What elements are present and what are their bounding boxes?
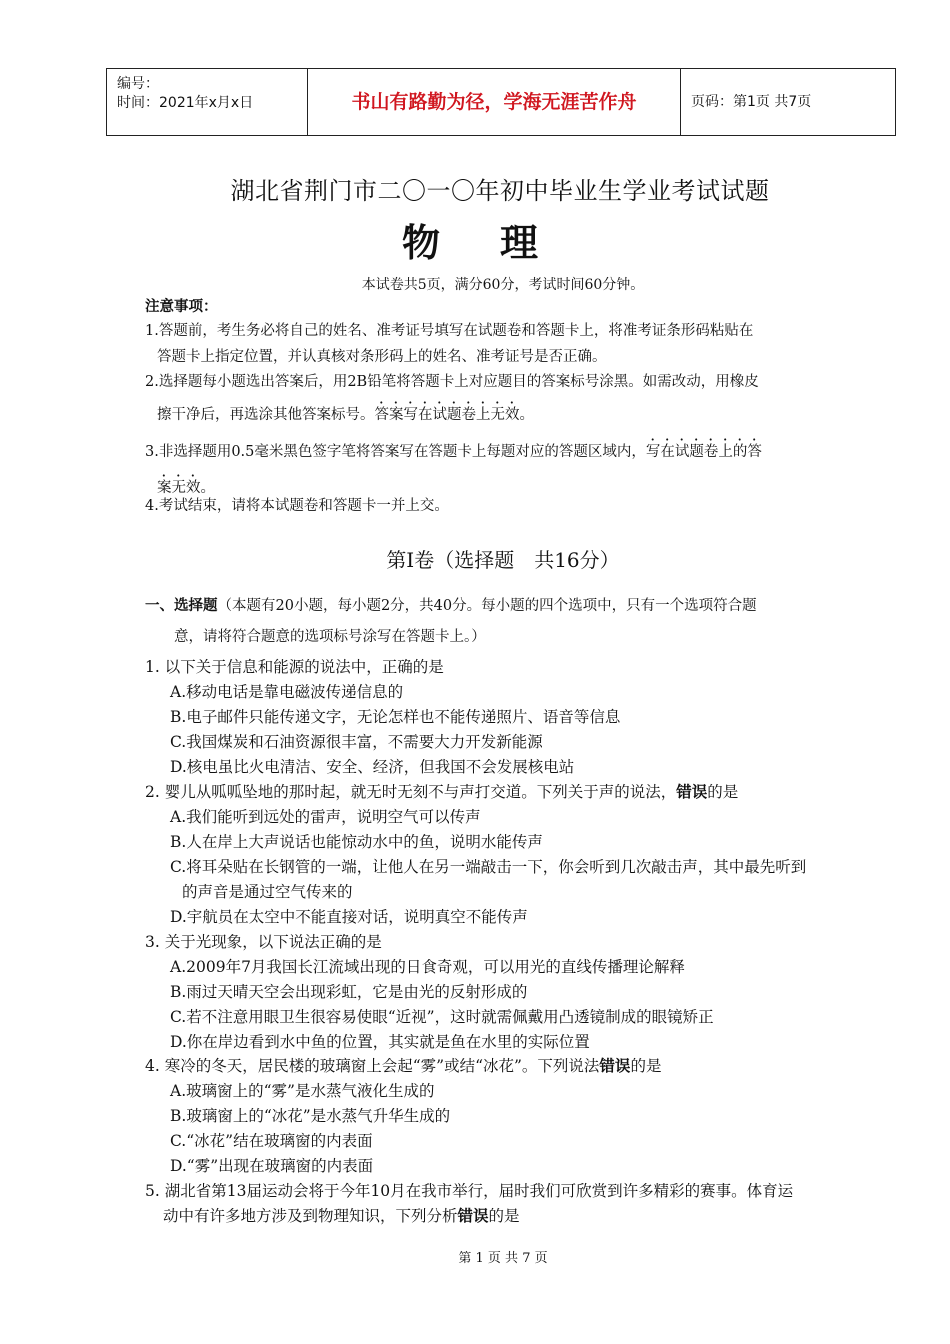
- question-2-stem-a: 2. 婴儿从呱呱坠地的那时起，就无时无刻不与声打交道。下列关于声的说法，: [145, 783, 677, 801]
- question-2-stem-c: 的是: [707, 783, 739, 801]
- motto: 书山有路勤为径，学海无涯苦作舟: [308, 69, 681, 135]
- header-info-cell: [107, 69, 308, 135]
- notice-item-1-line-2: 答题卡上指定位置，并认真核对条形码上的姓名、准考证号是否正确。: [157, 349, 607, 365]
- number-label: 编号：: [117, 76, 159, 92]
- page-footer: 第 1 页 共 7 页: [458, 1251, 548, 1266]
- question-2-option-c-cont: 的声音是通过空气传来的: [182, 883, 353, 901]
- question-3-option-c: C.若不注意用眼卫生很容易使眼“近视”，这时就需佩戴用凸透镜制成的眼镜矫正: [170, 1008, 714, 1026]
- question-1-option-d: D.核电虽比火电清洁、安全、经济，但我国不会发展核电站: [170, 758, 575, 776]
- subject-title: 物理: [401, 221, 598, 265]
- notice-item-2-line-2: [157, 399, 534, 425]
- question-4-stem-a: 4. 寒冷的冬天，居民楼的玻璃窗上会起“雾”或结“冰花”。下列说法: [145, 1057, 600, 1075]
- notice-item-3-text: 3.非选择题用0.5毫米黑色签字笔将答案写在答题卡上每题对应的答题区域内，: [145, 444, 646, 460]
- time-label: 时间：2021年x月x日: [117, 95, 254, 111]
- question-4-option-a: A.玻璃窗上的“雾”是水蒸气液化生成的: [170, 1082, 435, 1100]
- notice-item-2-text: 擦干净后，再选涂其他答案标号。: [157, 407, 375, 423]
- notice-item-2-end: 。: [519, 407, 534, 423]
- question-4-emphasis: 错误: [599, 1057, 631, 1075]
- part1-desc-1: （本题有20小题，每小题2分，共40分。每小题的四个选项中，只有一个选项符合题: [217, 598, 757, 614]
- part1-desc-line-1: [145, 595, 757, 617]
- exam-note: 本试卷共5页，满分60分，考试时间60分钟。: [361, 277, 645, 293]
- part1-desc-line-2: 意，请将符合题意的选项标号涂写在答题卡上。）: [174, 629, 486, 645]
- question-5-stem-line-2: [163, 1205, 520, 1227]
- notice-item-3-line-1: [145, 436, 762, 462]
- question-5-emphasis: 错误: [457, 1207, 489, 1225]
- question-4-stem: [145, 1055, 661, 1077]
- question-5-stem-c: 的是: [488, 1207, 520, 1225]
- question-3-option-a: A.2009年7月我国长江流域出现的日食奇观，可以用光的直线传播理论解释: [170, 958, 685, 976]
- question-2-option-d: D.宇航员在太空中不能直接对话，说明真空不能传声: [170, 908, 528, 926]
- question-2-emphasis: 错误: [676, 783, 708, 801]
- question-3-stem: 3. 关于光现象，以下说法正确的是: [145, 933, 382, 951]
- notice-item-2-line-1: 2.选择题每小题选出答案后，用2B铅笔将答题卡上对应题目的答案标号涂黑。如需改动，用橡皮: [145, 374, 759, 390]
- question-4-option-b: B.玻璃窗上的“冰花”是水蒸气升华生成的: [170, 1107, 451, 1125]
- section-title: 第Ⅰ卷（选择题 共16分）: [386, 548, 620, 572]
- notice-item-4: 4.考试结束，请将本试题卷和答题卡一并上交。: [145, 498, 449, 514]
- question-1-option-a: A.移动电话是靠电磁波传递信息的: [170, 683, 404, 701]
- notice-item-3-emphasis-2: 案无效: [157, 480, 201, 496]
- notice-item-3-emphasis-1: 写在试题卷上的答: [645, 444, 762, 460]
- header-table: [106, 68, 896, 136]
- question-5-stem-line-1: 5. 湖北省第13届运动会将于今年10月在我市举行，届时我们可欣赏到许多精彩的赛事。体育运: [145, 1182, 794, 1200]
- notice-item-3-line-2: [157, 472, 215, 498]
- notice-item-2-emphasis: 答案写在试题卷上无效: [374, 407, 520, 423]
- question-3-option-b: B.雨过天晴天空会出现彩虹，它是由光的反射形成的: [170, 983, 528, 1001]
- exam-title: 湖北省荆门市二〇一〇年初中毕业生学业考试试题: [230, 177, 770, 205]
- notice-heading: 注意事项：: [145, 299, 218, 315]
- question-2-option-a: A.我们能听到远处的雷声，说明空气可以传声: [170, 808, 481, 826]
- question-3-option-d: D.你在岸边看到水中鱼的位置，其实就是鱼在水里的实际位置: [170, 1033, 590, 1051]
- question-4-option-d: D.“雾”出现在玻璃窗的内表面: [170, 1157, 374, 1175]
- question-1-option-b: B.电子邮件只能传递文字，无论怎样也不能传递照片、语音等信息: [170, 708, 621, 726]
- question-5-stem-a: 动中有许多地方涉及到物理知识，下列分析: [163, 1207, 458, 1225]
- part1-label: 一、选择题: [145, 598, 218, 614]
- question-2-option-b: B.人在岸上大声说话也能惊动水中的鱼，说明水能传声: [170, 833, 543, 851]
- question-2-option-c: C.将耳朵贴在长钢管的一端，让他人在另一端敲击一下，你会听到几次敲击声，其中最先听到: [170, 858, 807, 876]
- question-1-option-c: C.我国煤炭和石油资源很丰富，不需要大力开发新能源: [170, 733, 543, 751]
- question-4-stem-c: 的是: [630, 1057, 662, 1075]
- notice-item-3-end: 。: [200, 480, 215, 496]
- notice-item-1-line-1: 1.答题前，考生务必将自己的姓名、准考证号填写在试题卷和答题卡上，将准考证条形码粘贴在: [145, 323, 754, 339]
- page-label: 页码：第1页 共7页: [691, 94, 812, 110]
- question-1-stem: 1. 以下关于信息和能源的说法中，正确的是: [145, 658, 444, 676]
- question-2-stem: [145, 781, 738, 803]
- question-4-option-c: C.“冰花”结在玻璃窗的内表面: [170, 1132, 373, 1150]
